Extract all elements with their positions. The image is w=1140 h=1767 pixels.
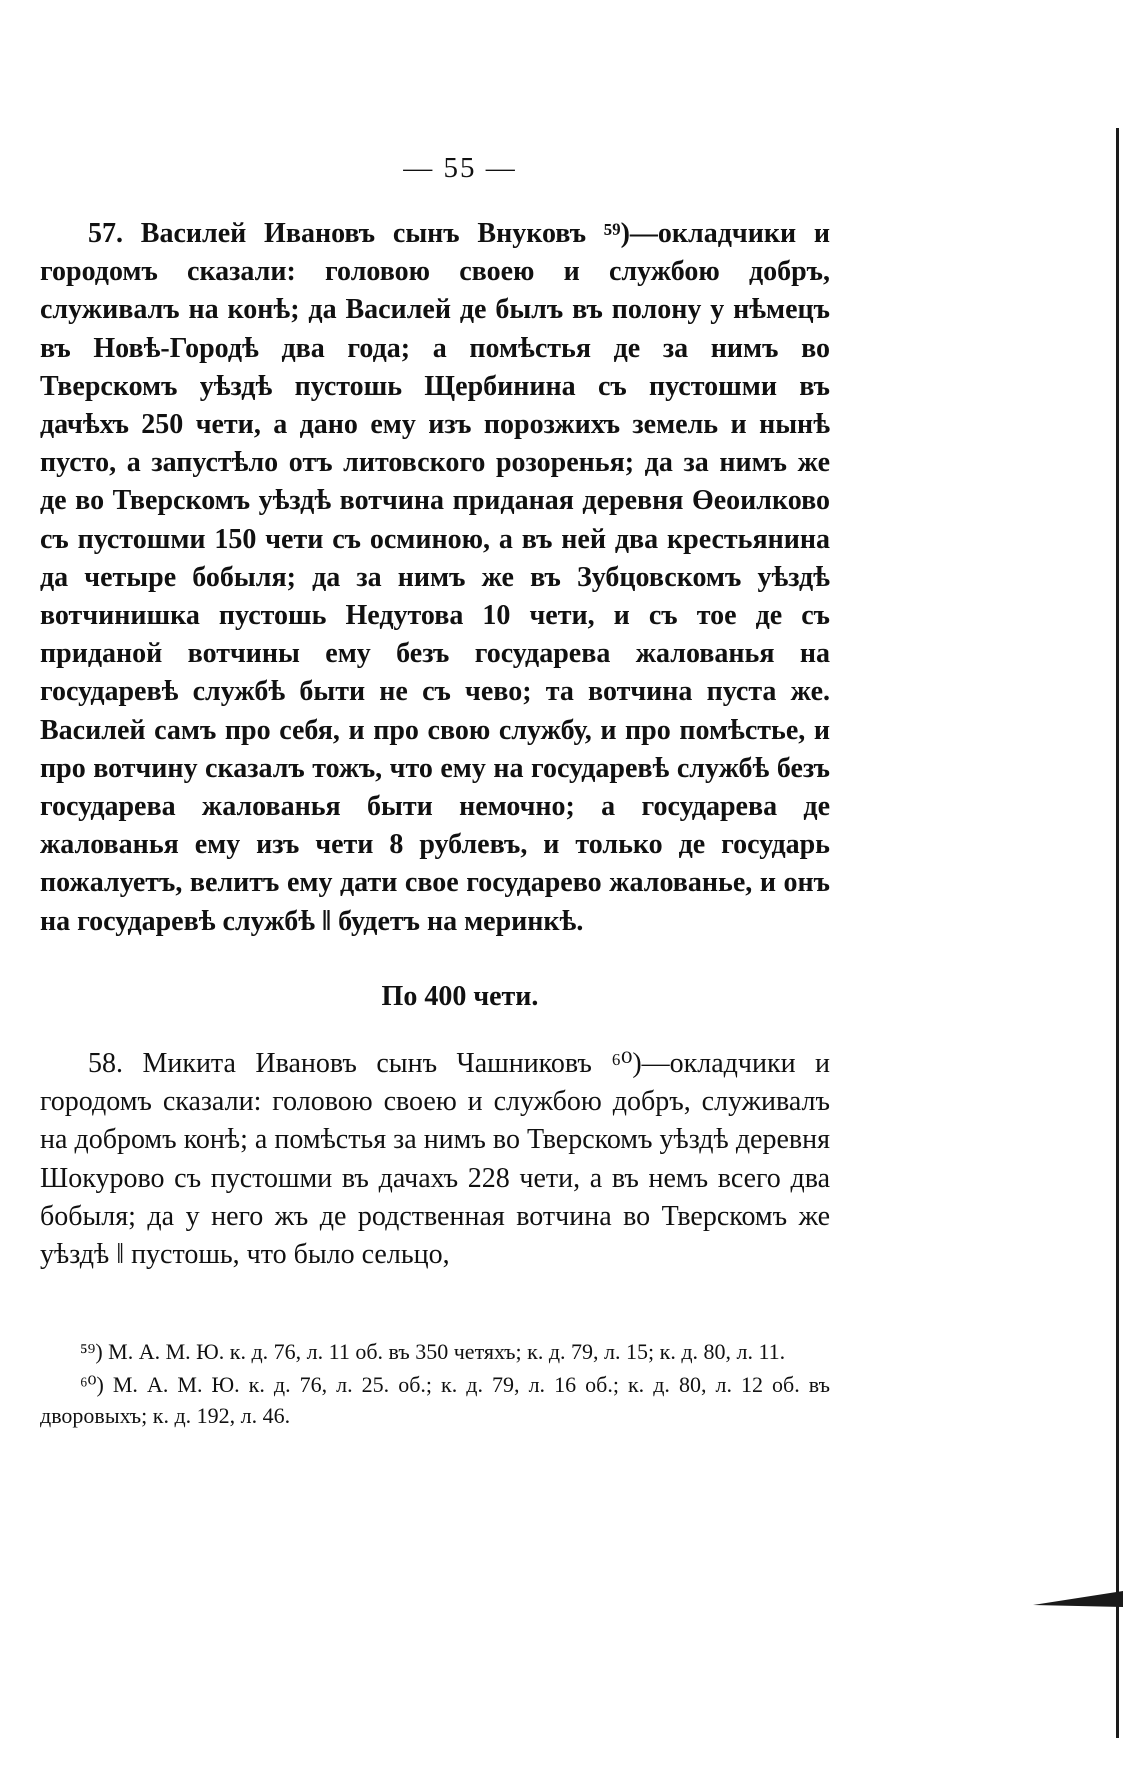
footnotes bbox=[40, 1336, 830, 1433]
entry-58-paragraph: 58. Микита Ивановъ сынъ Чашниковъ ⁶⁰)—окладчики и городомъ сказали: головою своею и службою добръ, служивалъ на добромъ конѣ; а помѣстья за нимъ во Тверскомъ уѣздѣ деревня Шокурово съ пустошми въ дачахъ 228 чети, а въ немъ всего два бобыля; да у него жъ де родственная вотчина во Тверскомъ же уѣздѣ ‖ пустошь, что было сельцо, bbox=[40, 1048, 830, 1271]
section-heading: По 400 чети. bbox=[381, 981, 539, 1012]
binding-mark-icon bbox=[1033, 1589, 1123, 1607]
footnote-60: ⁶⁰) М. А. М. Ю. к. д. 76, л. 25. об.; к. д. 79, л. 16 об.; к. д. 80, л. 12 об. въ дворовыхъ; к. д. 192, л. 46. bbox=[40, 1372, 830, 1428]
entry-57-paragraph: 57. Василей Ивановъ сынъ Внуковъ ⁵⁹)—окладчики и городомъ сказали: головою своею и службою добръ, служивалъ на конѣ; да Василей де былъ въ полону у нѣмецъ въ Новѣ-Городѣ два года; а помѣстья де за нимъ во Тверскомъ уѣздѣ пустошь Щербинина съ пустошми въ дачѣхъ 250 чети, а дано ему изъ порозжихъ земель и нынѣ пусто, а запустѣло отъ литовского розоренья; да за нимъ же де во Тверскомъ уѣздѣ вотчина приданая деревня Өеоилково съ пустошми 150 чети съ осминою, а въ ней два крестьянина да четыре бобыля; да за нимъ же въ Зубцовскомъ уѣздѣ вотчинишка пустошь Недутова 10 чети, и съ тое де съ приданой вотчины ему безъ государева жалованья на государевѣ службѣ быти не съ чево; та вотчина пуста же. Василей самъ про себя, и про свою службу, и про помѣстье, и про вотчину сказалъ тожъ, что ему на государевѣ службѣ безъ государева жалованья быти немочно; а государева де жалованья ему изъ чети 8 рублевъ, и только де государь пожалуетъ, велитъ ему дати свое государево жалованье, и онъ на государевѣ службѣ ‖ будетъ на меринкѣ. bbox=[40, 218, 830, 937]
page-number: — 55 — bbox=[403, 152, 517, 184]
page-edge-rule bbox=[1116, 128, 1119, 1738]
footnote-59: ⁵⁹) М. А. М. Ю. к. д. 76, л. 11 об. въ 350 четяхъ; к. д. 79, л. 15; к. д. 80, л. 11. bbox=[80, 1339, 786, 1364]
